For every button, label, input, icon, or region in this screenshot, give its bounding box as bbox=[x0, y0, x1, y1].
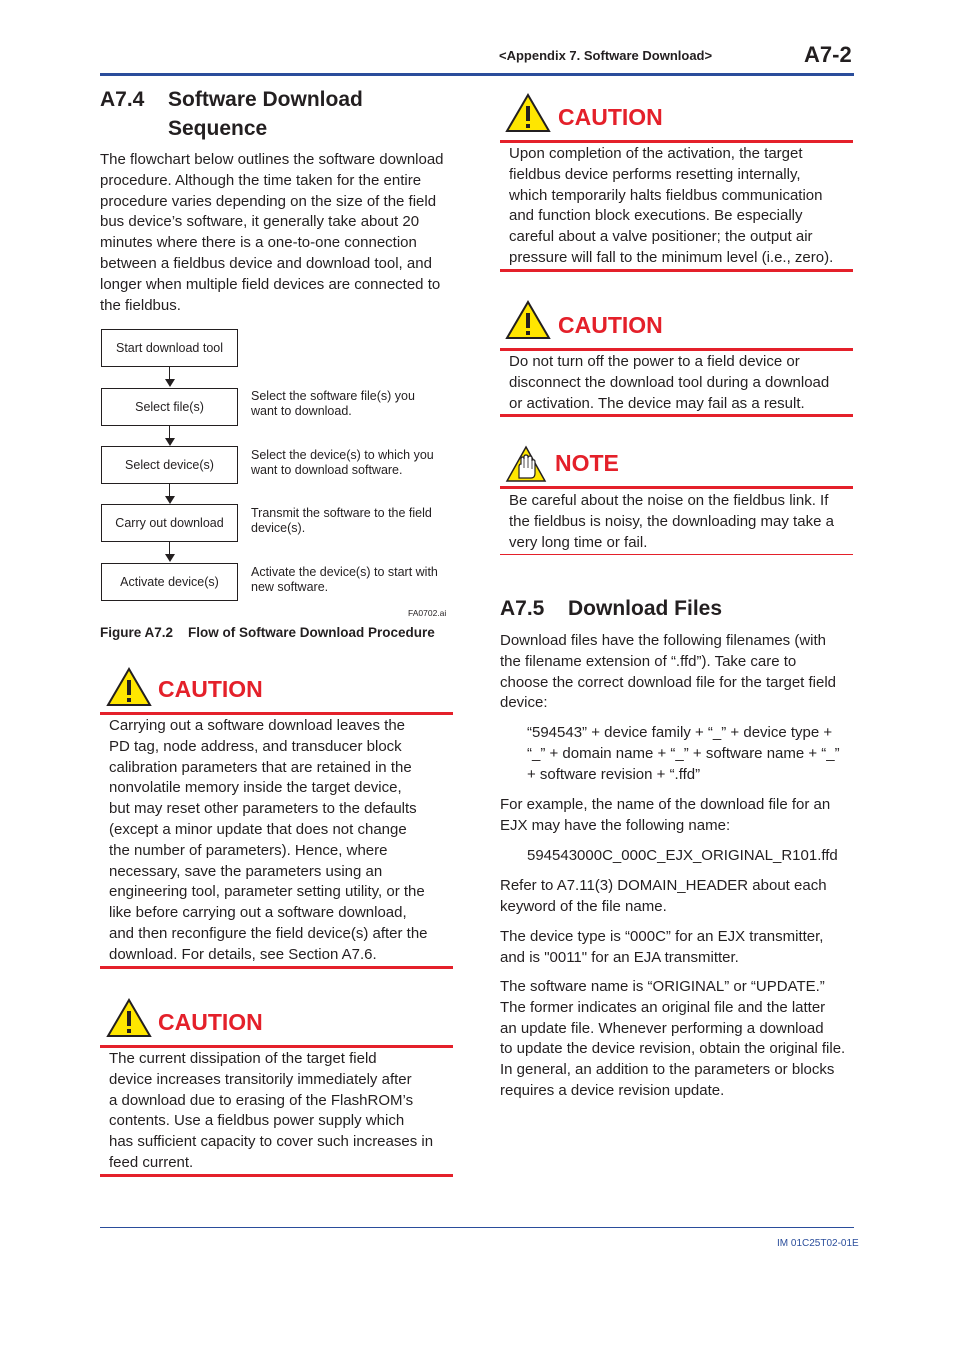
section-a75-title: Download Files bbox=[568, 597, 723, 620]
flow-step-select-devices: Select device(s) bbox=[101, 446, 238, 484]
caution-warning-icon bbox=[505, 300, 551, 340]
figure-caption: Figure A7.2 Flow of Software Download Procedure bbox=[100, 625, 435, 640]
flow-arrow-head bbox=[165, 379, 175, 387]
caution-text: Carrying out a software download leaves the PD tag, node address, and transducer block calibration parameters that are retained in the nonvolatile memory inside the target device, but may reset other parameters to the defaults (except a minor update that does not change the number of parameters). Hence, where necessary, save the parameters using an engineering tool, parameter setting utility, or the like before carrying out a software download, and then reconfigure the field device(s) after the download. For details, see Section A7.6. bbox=[109, 717, 428, 963]
flow-step-select-files: Select file(s) bbox=[101, 388, 238, 426]
caution-bottom-rule bbox=[500, 269, 853, 272]
caution-title: CAUTION bbox=[158, 1009, 263, 1035]
caution-text: Upon completion of the activation, the target fieldbus device performs resetting internally, which temporarily halts fieldbus communication and function block executions. Be especially careful about a valve positioner; the output air pressure will fall to the minimum level (i.e., zero). bbox=[509, 145, 834, 266]
section-a75-para1: Download files have the following filenames (with the filename extension of “.ffd”). Take care to choose the correct download file for the target field device: bbox=[500, 632, 837, 712]
section-a74-title-line1: Software Download bbox=[168, 88, 363, 111]
section-a75-para2: For example, the name of the download file for an EJX may have the following name: bbox=[500, 796, 831, 834]
flow-step-activate-devices: Activate device(s) bbox=[101, 563, 238, 601]
note-hand-icon bbox=[505, 445, 547, 483]
note-text: Be careful about the noise on the fieldbus link. If the fieldbus is noisy, the downloading may take a very long time or fail. bbox=[509, 492, 834, 551]
note-title: NOTE bbox=[555, 450, 619, 476]
section-a75-number: A7.5 bbox=[500, 597, 545, 620]
caution-bottom-rule bbox=[100, 966, 453, 969]
caution-text: The current dissipation of the target field device increases transitorily immediately after a download due to erasing of the FlashROM’s contents. Use a fieldbus power supply which has sufficient capacity to cover such increases in feed current. bbox=[109, 1050, 434, 1171]
caution-title: CAUTION bbox=[158, 676, 263, 702]
flow-desc-activate-devices: Activate the device(s) to start with new software. bbox=[251, 565, 438, 594]
section-a74-number: A7.4 bbox=[100, 88, 145, 111]
flow-arrow bbox=[169, 541, 170, 554]
flow-desc-select-devices: Select the device(s) to which you want to download software. bbox=[251, 448, 434, 477]
flow-step-carry-out-download: Carry out download bbox=[101, 504, 238, 542]
caution-bottom-rule bbox=[500, 414, 853, 417]
flow-arrow bbox=[169, 366, 170, 379]
caution-warning-icon bbox=[106, 998, 152, 1038]
caution-bottom-rule bbox=[100, 1174, 453, 1177]
note-top-rule bbox=[500, 486, 853, 489]
section-a75-para3: Refer to A7.11(3) DOMAIN_HEADER about each keyword of the file name. bbox=[500, 877, 827, 915]
caution-warning-icon bbox=[505, 93, 551, 133]
filename-example: 594543000C_000C_EJX_ORIGINAL_R101.ffd bbox=[527, 847, 838, 864]
flow-arrow-head bbox=[165, 438, 175, 446]
flow-arrow bbox=[169, 425, 170, 438]
flow-desc-select-files: Select the software file(s) you want to download. bbox=[251, 389, 415, 418]
section-a74-intro: The flowchart below outlines the software download procedure. Although the time taken for the entire procedure varies depending on the size of the field bus device’s software, it generally take about 20 minutes where there is a one-to-one connection between a fieldbus device and download tool, and longer when multiple field devices are connected to the fieldbus. bbox=[100, 151, 444, 314]
section-a75-para4: The device type is “000C” for an EJX transmitter, and is "0011" for an EJA transmitter. bbox=[500, 928, 824, 966]
figure-file-id: FA0702.ai bbox=[408, 608, 447, 618]
filename-pattern: “594543” + device family + “_” + device type + “_” + domain name + “_” + software name + “_” + software revision + “.ffd” bbox=[527, 724, 840, 783]
header-rule bbox=[100, 73, 854, 76]
flow-arrow-head bbox=[165, 554, 175, 562]
flow-arrow-head bbox=[165, 496, 175, 504]
document-id: IM 01C25T02-01E bbox=[777, 1238, 859, 1249]
caution-top-rule bbox=[100, 1045, 453, 1048]
caution-top-rule bbox=[500, 348, 853, 351]
section-a74-title-line2: Sequence bbox=[168, 117, 268, 140]
section-a75-para5: The software name is “ORIGINAL” or “UPDATE.” The former indicates an original file and the latter an update file. Whenever performing a download to update the device revision, obtain the original file. In general, an addition to the parameters or blocks requires a device revision update. bbox=[500, 978, 846, 1099]
flow-arrow bbox=[169, 483, 170, 496]
caution-title: CAUTION bbox=[558, 312, 663, 338]
caution-top-rule bbox=[100, 712, 453, 715]
caution-text: Do not turn off the power to a field device or disconnect the download tool during a download or activation. The device may fail as a result. bbox=[509, 353, 830, 412]
footer-rule bbox=[100, 1227, 854, 1228]
caution-title: CAUTION bbox=[558, 104, 663, 130]
flow-step-start: Start download tool bbox=[101, 329, 238, 367]
running-header-section: <Appendix 7. Software Download> bbox=[499, 48, 713, 63]
caution-top-rule bbox=[500, 140, 853, 143]
flow-desc-carry-out-download: Transmit the software to the field device(s). bbox=[251, 506, 432, 535]
page-number: A7-2 bbox=[804, 42, 852, 67]
caution-warning-icon bbox=[106, 667, 152, 707]
note-bottom-rule bbox=[500, 554, 853, 555]
